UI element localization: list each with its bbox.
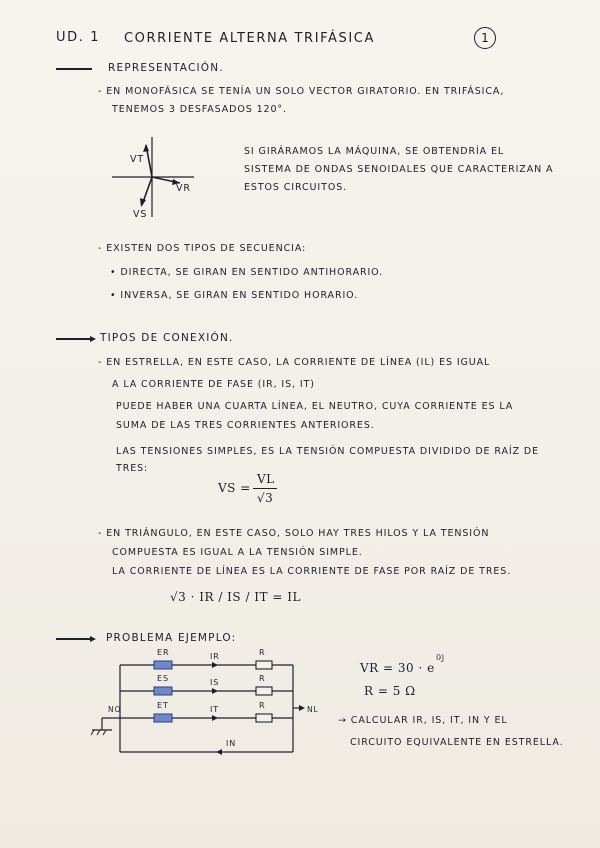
- circuit-label-r1: R: [259, 648, 266, 657]
- phasor-diagram: [110, 135, 200, 225]
- resistor-r3: [256, 714, 272, 722]
- heading-representacion: REPRESENTACIÓN.: [108, 62, 224, 74]
- text-secuencias-intro: - EXISTEN DOS TIPOS DE SECUENCIA:: [98, 243, 307, 254]
- circuit-label-et: ET: [157, 701, 169, 710]
- source-et: [154, 714, 172, 722]
- arrow-nl: [299, 705, 305, 711]
- phasor-vs-arrowhead: [140, 198, 146, 207]
- phasor-vt-arrowhead: [143, 144, 149, 152]
- section-rule-representacion: [56, 68, 92, 70]
- text-monofasica-line1: - EN MONOFÁSICA SE TENÍA UN SOLO VECTOR GIRATORIO. EN TRIFÁSICA,: [98, 86, 505, 97]
- formula-vs-fraction-bar: [253, 488, 277, 489]
- page-number-circle: 1: [474, 27, 496, 49]
- arrow-ir: [212, 662, 218, 668]
- circuit-label-in: IN: [226, 739, 237, 748]
- text-triangulo-line2: COMPUESTA ES IGUAL A LA TENSIÓN SIMPLE.: [112, 547, 363, 558]
- formula-vs-denominator: √3: [257, 491, 274, 505]
- circuit-label-es: ES: [157, 674, 169, 683]
- text-giraramos-line2: SISTEMA DE ONDAS SENOIDALES QUE CARACTERIZAN A: [244, 164, 554, 175]
- text-secuencia-inversa: • INVERSA, SE GIRAN EN SENTIDO HORARIO.: [110, 290, 359, 301]
- ground-hatch-2: [97, 730, 100, 735]
- text-tensiones-line2: TRES:: [116, 463, 149, 474]
- phasor-label-vr: VR: [176, 183, 191, 194]
- given-vr-exponent: 0j: [436, 653, 445, 662]
- circuit-label-no: NO: [108, 705, 122, 714]
- formula-triangulo: √3 · IR / IS / IT = IL: [170, 590, 301, 604]
- text-triangulo-line1: - EN TRIÁNGULO, EN ESTE CASO, SOLO HAY TRES HILOS Y LA TENSIÓN: [98, 528, 490, 539]
- task-line1: → CALCULAR IR, IS, IT, IN Y EL: [338, 715, 508, 726]
- circuit-label-it: IT: [210, 705, 220, 714]
- section-rule-conexion: [56, 338, 92, 340]
- page-title: CORRIENTE ALTERNA TRIFÁSICA: [124, 31, 375, 46]
- circuit-label-er: ER: [157, 648, 170, 657]
- circuit-diagram: [88, 650, 308, 780]
- text-triangulo-line3: LA CORRIENTE DE LÍNEA ES LA CORRIENTE DE FASE POR RAÍZ DE TRES.: [112, 566, 512, 577]
- text-giraramos-line3: ESTOS CIRCUITOS.: [244, 182, 348, 193]
- arrow-in: [216, 749, 222, 755]
- circuit-label-ir: IR: [210, 652, 220, 661]
- phasor-label-vt: VT: [130, 154, 145, 165]
- text-monofasica-line2: TENEMOS 3 DESFASADOS 120°.: [112, 104, 287, 115]
- arrow-it: [212, 715, 218, 721]
- circuit-label-r3: R: [259, 701, 266, 710]
- resistor-r2: [256, 687, 272, 695]
- arrow-is: [212, 688, 218, 694]
- phasor-label-vs: VS: [133, 209, 148, 220]
- resistor-r1: [256, 661, 272, 669]
- task-line2: CIRCUITO EQUIVALENTE EN ESTRELLA.: [350, 737, 564, 748]
- unit-label: UD. 1: [56, 30, 101, 45]
- formula-vs-numerator: VL: [257, 472, 275, 486]
- text-secuencia-directa: • DIRECTA, SE GIRAN EN SENTIDO ANTIHORARIO.: [110, 267, 384, 278]
- section-arrow-problema: [90, 636, 96, 642]
- text-neutro-line1: PUEDE HABER UNA CUARTA LÍNEA, EL NEUTRO, CUYA CORRIENTE ES LA: [116, 401, 514, 412]
- source-er: [154, 661, 172, 669]
- circuit-label-nl: NL: [307, 705, 319, 714]
- text-estrella-line2: A LA CORRIENTE DE FASE (IR, IS, IT): [112, 379, 315, 390]
- text-estrella-line1: - EN ESTRELLA, EN ESTE CASO, LA CORRIENTE DE LÍNEA (IL) ES IGUAL: [98, 357, 491, 368]
- source-es: [154, 687, 172, 695]
- section-arrow-conexion: [90, 336, 96, 342]
- text-neutro-line2: SUMA DE LAS TRES CORRIENTES ANTERIORES.: [116, 420, 375, 431]
- section-rule-problema: [56, 638, 92, 640]
- formula-vs-left: VS =: [218, 481, 251, 495]
- ground-hatch-1: [91, 730, 94, 735]
- text-giraramos-line1: SI GIRÁRAMOS LA MÁQUINA, SE OBTENDRÍA EL: [244, 146, 505, 157]
- text-tensiones-line1: LAS TENSIONES SIMPLES, ES LA TENSIÓN COMPUESTA DIVIDIDO DE RAÍZ DE: [116, 446, 540, 457]
- given-r: R = 5 Ω: [364, 684, 416, 698]
- given-vr: VR = 30 · e: [360, 661, 435, 675]
- heading-problema: PROBLEMA EJEMPLO:: [106, 632, 237, 644]
- ground-hatch-3: [103, 730, 106, 735]
- circuit-label-is: IS: [210, 678, 220, 687]
- heading-conexion: TIPOS DE CONEXIÓN.: [100, 332, 234, 344]
- circuit-label-r2: R: [259, 674, 266, 683]
